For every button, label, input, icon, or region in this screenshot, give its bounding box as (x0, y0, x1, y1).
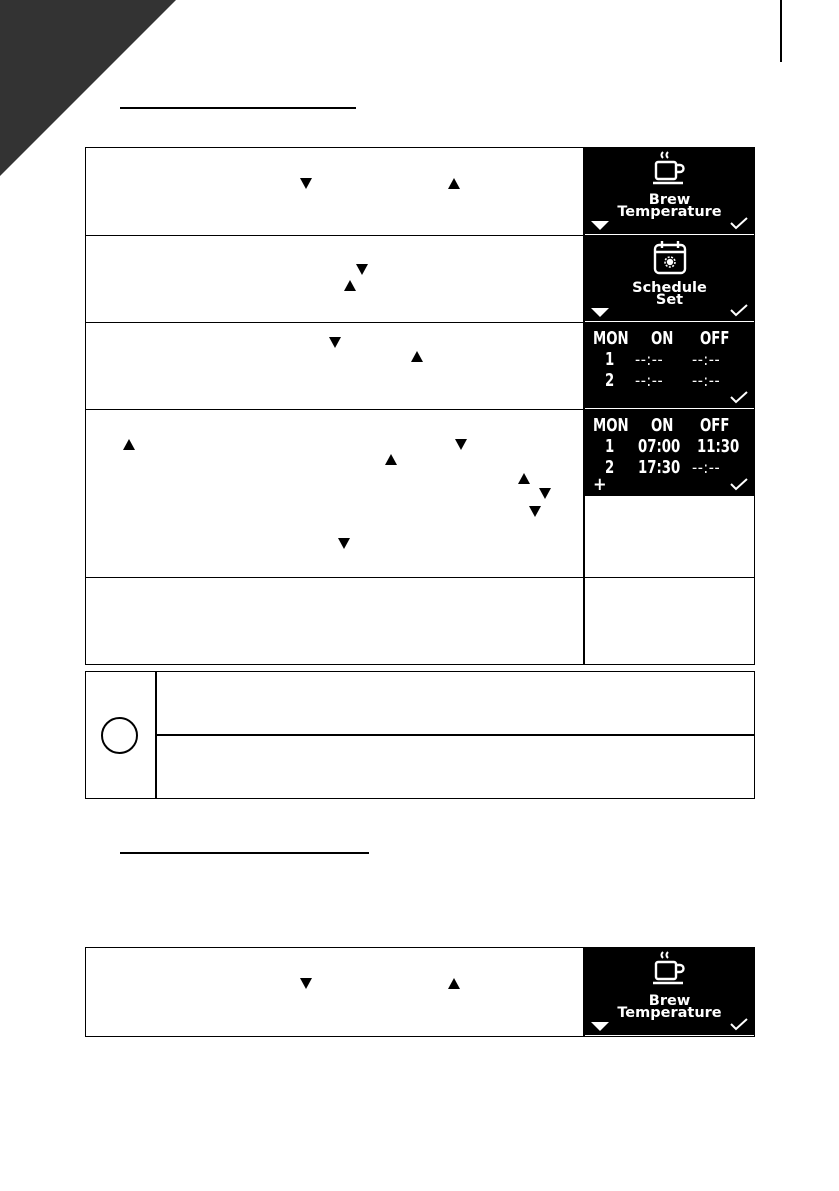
down-arrow-icon (300, 178, 312, 189)
down-arrow-icon (539, 488, 551, 499)
screen-label-line2: Temperature (617, 1005, 722, 1021)
schedule-header-off: OFF (700, 328, 730, 349)
instruction-row-4 (86, 410, 754, 578)
calendar-gear-icon (652, 239, 688, 275)
instruction-row-1 (86, 148, 754, 236)
screen-label-line2: Set (655, 292, 684, 308)
up-arrow-icon (448, 978, 460, 989)
schedule-off-time: --:-- (692, 458, 721, 477)
schedule-row-index: 1 (605, 436, 615, 457)
down-arrow-icon (591, 221, 609, 230)
up-arrow-icon (411, 351, 423, 362)
up-arrow-icon (123, 439, 135, 450)
screen-label-line1: Brew (648, 993, 691, 1009)
brew-temperature-screen (585, 148, 754, 234)
screen-label-line1: Brew (648, 192, 691, 208)
down-arrow-icon (455, 439, 467, 450)
up-arrow-icon (518, 473, 530, 484)
schedule-header-on: ON (651, 328, 674, 349)
schedule-header-on: ON (651, 415, 674, 436)
schedule-off-time: 11:30 (697, 436, 740, 457)
page-edge-marker (780, 0, 782, 62)
down-arrow-icon (329, 337, 341, 348)
schedule-row-index: 2 (605, 457, 615, 478)
schedule-row-index: 2 (605, 370, 615, 391)
schedule-on-time: 17:30 (638, 457, 681, 478)
schedule-on-time: --:-- (635, 350, 664, 369)
schedule-off-time: --:-- (692, 350, 721, 369)
instruction-table (85, 147, 755, 665)
instruction-row-5 (86, 578, 754, 664)
instruction-row-3 (86, 323, 754, 410)
schedule-empty-screen (585, 323, 754, 408)
check-icon (729, 477, 749, 491)
info-circle-icon (101, 717, 138, 754)
schedule-on-time: --:-- (635, 371, 664, 390)
down-arrow-icon (529, 506, 541, 517)
down-arrow-icon (338, 538, 350, 549)
schedule-set-screen (585, 236, 754, 321)
brew-temperature-screen (585, 948, 754, 1035)
screen-label-line2: Temperature (617, 204, 722, 220)
down-arrow-icon (300, 978, 312, 989)
instruction-table (85, 947, 755, 1037)
cup-icon (653, 150, 687, 186)
schedule-on-time: 07:00 (638, 436, 681, 457)
instruction-row-2 (86, 236, 754, 323)
up-arrow-icon (344, 280, 356, 291)
check-icon (729, 390, 749, 404)
section-heading-underline (120, 107, 356, 109)
check-icon (729, 303, 749, 317)
schedule-row-index: 1 (605, 349, 615, 370)
screen-label-line1: Schedule (632, 280, 707, 296)
check-icon (729, 1017, 749, 1031)
note-box (85, 671, 755, 799)
down-arrow-icon (356, 264, 368, 275)
schedule-header-off: OFF (700, 415, 730, 436)
down-arrow-icon (591, 308, 609, 317)
section-heading-underline (120, 852, 369, 854)
note-row-divider (156, 734, 754, 736)
schedule-header-day: MON (593, 328, 629, 349)
check-icon (729, 216, 749, 230)
add-slot-icon: + (593, 474, 607, 495)
cup-icon (653, 950, 687, 986)
schedule-filled-screen (585, 410, 754, 496)
down-arrow-icon (591, 1022, 609, 1031)
schedule-off-time: --:-- (692, 371, 721, 390)
up-arrow-icon (385, 454, 397, 465)
schedule-header-day: MON (593, 415, 629, 436)
up-arrow-icon (448, 178, 460, 189)
